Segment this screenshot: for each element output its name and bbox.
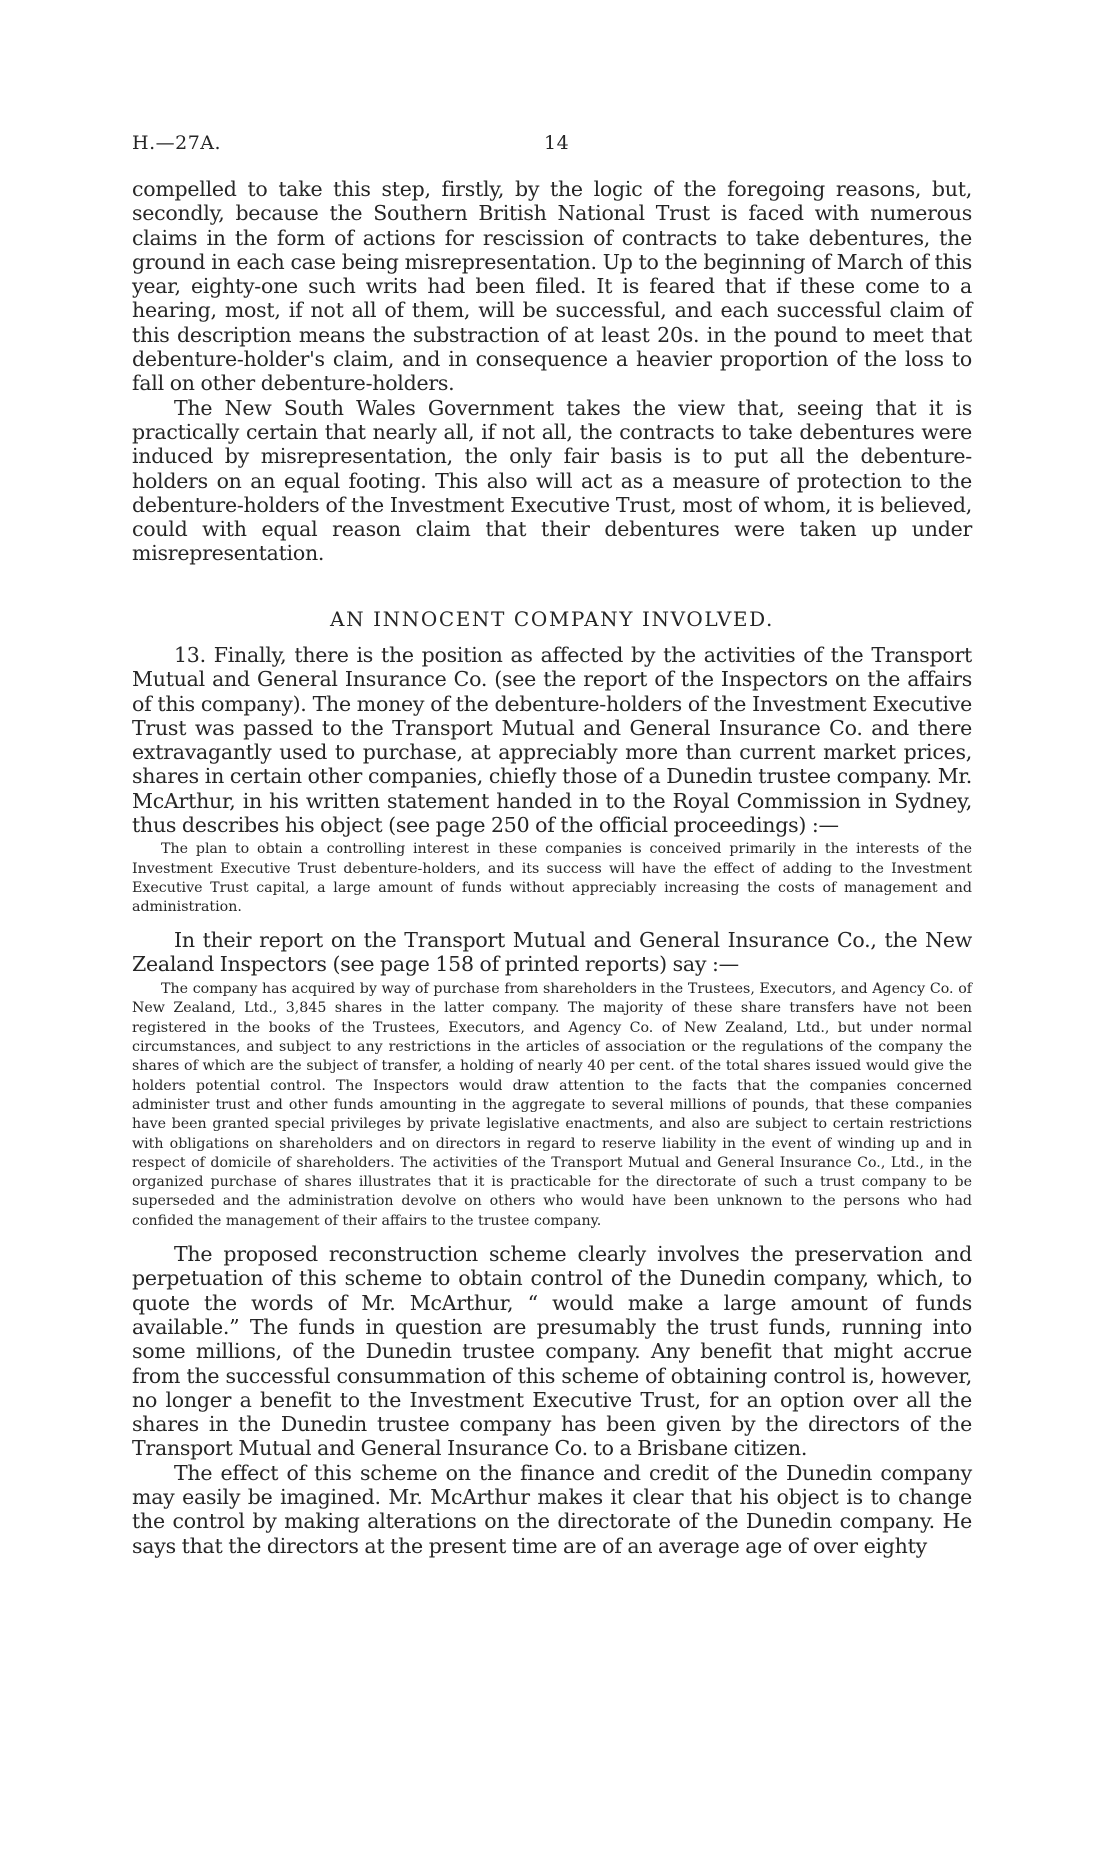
quote-mcarthur: The plan to obtain a controlling interest in these companies is conceived primarily in the interests of the Investment Executive Trust debenture-holders, and its success will have the effect of adding to the Investment Executive Trust capital, a large amount of funds without appreciably increasing the costs of management and administration.: [132, 841, 972, 916]
paragraph-nz-inspectors: In their report on the Transport Mutual and General Insurance Co., the New Zealand Inspectors (see page 158 of printed reports) say :—: [132, 927, 972, 976]
quote-inspectors-report: The company has acquired by way of purchase from shareholders in the Trustees, Executors, and Agency Co. of New Zealand, Ltd., 3,845 shares in the latter company. The majority of these share transfers have not been registered in the books of the Trustees, Executors, and Agency Co. of New Zealand, Ltd., but under normal circumstances, and subject to any restrictions in the articles of association or the regulations of the company the shares of which are the subject of transfer, a holding of nearly 40 per cent. of the total shares issued would give the holders potential control. The Inspectors would draw attention to the facts that the companies concerned administer trust and other funds amounting in the aggregate to several millions of pounds, that these companies have been granted special privileges by private legislative enactments, and also are subject to certain restrictions with obligations on shareholders and on directors in regard to reserve liability in the event of winding up and in respect of domicile of shareholders. The activities of the Transport Mutual and General Insurance Co., Ltd., in the organized purchase of shares illustrates that it is practicable for the directorate of such a trust company to be superseded and the administration devolve on others who would have been unknown to the persons who had confided the management of their affairs to the trustee company.: [132, 981, 972, 1229]
paragraph-continuation: compelled to take this step, firstly, by the logic of the foregoing reasons, but, secondly, because the Southern British National Trust is faced with numerous claims in the form of actions for rescission of contracts to take debentures, the ground in each case being misrepresentation. Up to the beginning of March of this year, eighty-one such writs had been filed. It is feared that if these come to a hearing, most, if not all of them, will be successful, and each successful claim of this description means the substraction of at least 20s. in the pound to meet that debenture-holder's claim, and in consequence a heavier proportion of the loss to fall on other debenture-holders.: [132, 177, 972, 396]
page-number: 14: [544, 132, 570, 154]
document-reference: H.—27A.: [132, 132, 222, 154]
paragraph-nsw-government: The New South Wales Government takes the view that, seeing that it is practically certain that nearly all, if not all, the contracts to take debentures were induced by misrepresentation, the only fair basis is to put all the debenture-holders on an equal footing. This also will act as a measure of protection to the debenture-holders of the Investment Executive Trust, most of whom, it is believed, could with equal reason claim that their debentures were taken up under misrepresentation.: [132, 395, 972, 566]
body-section-1: [132, 177, 972, 566]
paragraph-dunedin-effect: The effect of this scheme on the finance and credit of the Dunedin company may easily be imagined. Mr. McArthur makes it clear that his object is to change the control by making alterations on the directorate of the Dunedin company. He says that the directors at the present time are of an average age of over eighty: [132, 1460, 972, 1558]
paragraph-reconstruction-scheme: The proposed reconstruction scheme clearly involves the preservation and perpetuation of this scheme to obtain control of the Dunedin company, which, to quote the words of Mr. McArthur, “ would make a large amount of funds available.” The funds in question are presumably the trust funds, running into some millions, of the Dunedin trustee company. Any benefit that might accrue from the successful consummation of this scheme of obtaining control is, however, no longer a benefit to the Investment Executive Trust, for an option over all the shares in the Dunedin trustee company has been given by the directors of the Transport Mutual and General Insurance Co. to a Brisbane citizen.: [132, 1242, 972, 1461]
body-section-2: [132, 643, 972, 1558]
paragraph-13: 13. Finally, there is the position as affected by the activities of the Transport Mutual and General Insurance Co. (see the report of the Inspectors on the affairs of this company). The money of the debenture-holders of the Investment Executive Trust was passed to the Transport Mutual and General Insurance Co. and there extravagantly used to purchase, at appreciably more than current market prices, shares in certain other companies, chiefly those of a Dunedin trustee company. Mr. McArthur, in his written statement handed in to the Royal Commission in Sydney, thus describes his object (see page 250 of the official proceedings) :—: [132, 643, 972, 838]
page-header: [132, 132, 972, 158]
section-heading: AN INNOCENT COMPANY INVOLVED.: [330, 607, 774, 631]
